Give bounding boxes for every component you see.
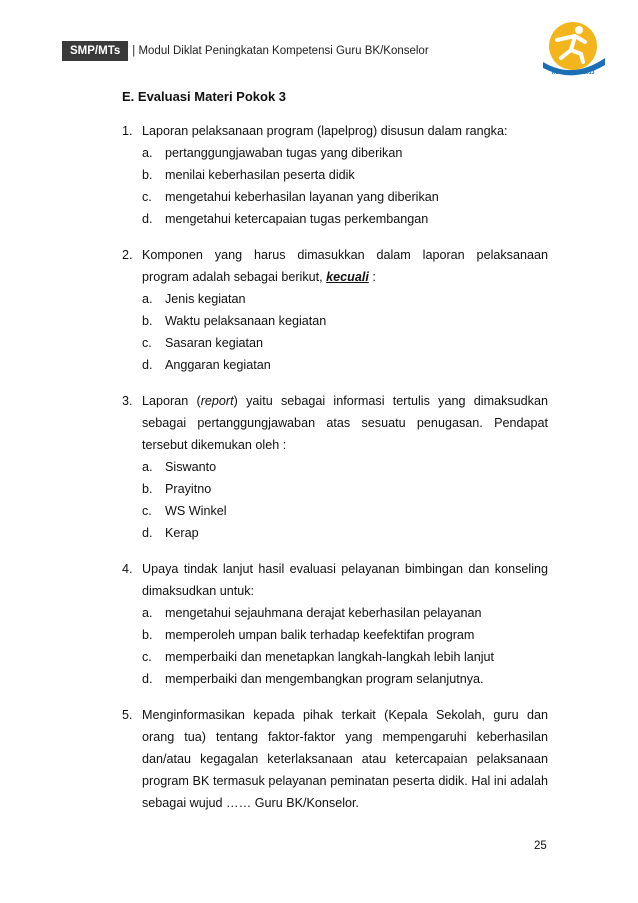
question-3 [122,390,548,544]
option-b: b. Prayitno [142,482,212,496]
option-c: c. memperbaiki dan menetapkan langkah-langkah lebih lanjut [142,650,495,664]
option-c: c. mengetahui keberhasilan layanan yang diberikan [142,190,439,204]
svg-text:KURIKULUM 2013: KURIKULUM 2013 [551,70,595,76]
question-number: 4. [122,562,133,576]
option-d: d. memperbaiki dan mengembangkan program selanjutnya. [142,672,484,686]
question-text: Upaya tindak lanjut hasil evaluasi pelayanan bimbingan dan konseling dimaksudkan untuk: [142,562,548,598]
term-report: report [200,394,234,408]
option-a: a. Siswanto [142,460,217,474]
option-b: b. memperoleh umpan balik terhadap keefektifan program [142,628,475,642]
kurikulum-logo-icon [535,18,611,78]
option-b: b. menilai keberhasilan peserta didik [142,168,355,182]
page-number: 25 [534,840,547,852]
question-number: 2. [122,248,133,262]
evaluation-content [122,89,548,828]
question-number: 1. [122,124,133,138]
option-d: d. Kerap [142,526,199,540]
question-text: Laporan pelaksanaan program (lapelprog) disusun dalam rangka: [142,124,508,138]
option-a: a. mengetahui sejauhmana derajat keberhasilan pelayanan [142,606,482,620]
keyword-kecuali: kecuali [326,270,369,284]
question-4 [122,558,548,690]
question-text: Menginformasikan kepada pihak terkait (Kepala Sekolah, guru dan orang tua) tentang faktor-faktor yang mempengaruhi keberhasilan dan/atau kegagalan keterlaksanaan atau ketercapaian pelaksanaan program BK termasuk pelayanan peminatan peserta didik. Hal ini adalah sebagai wujud …… Guru BK/Konselor. [142,708,548,810]
option-b: b. Waktu pelaksanaan kegiatan [142,314,327,328]
option-a: a. pertanggungjawaban tugas yang diberikan [142,146,403,160]
question-2 [122,244,548,376]
section-title: E. Evaluasi Materi Pokok 3 [122,89,287,104]
page-header [62,41,429,61]
question-text: Komponen yang harus dimasukkan dalam laporan pelaksanaan program adalah sebagai berikut, kecuali : [142,248,548,284]
option-d: d. mengetahui ketercapaian tugas perkembangan [142,212,429,226]
option-c: c. WS Winkel [142,504,227,518]
option-c: c. Sasaran kegiatan [142,336,264,350]
question-number: 3. [122,394,133,408]
question-number: 5. [122,708,133,722]
option-d: d. Anggaran kegiatan [142,358,271,372]
question-1 [122,120,548,230]
option-a: a. Jenis kegiatan [142,292,246,306]
school-level-badge: SMP/MTs [62,41,128,61]
module-title: | Modul Diklat Peningkatan Kompetensi Guru BK/Konselor [132,45,429,57]
question-5 [122,704,548,814]
question-text: Laporan (report) yaitu sebagai informasi tertulis yang dimaksudkan sebagai pertanggungjawaban atas sesuatu penugasan. Pendapat tersebut dikemukan oleh : [142,394,548,452]
